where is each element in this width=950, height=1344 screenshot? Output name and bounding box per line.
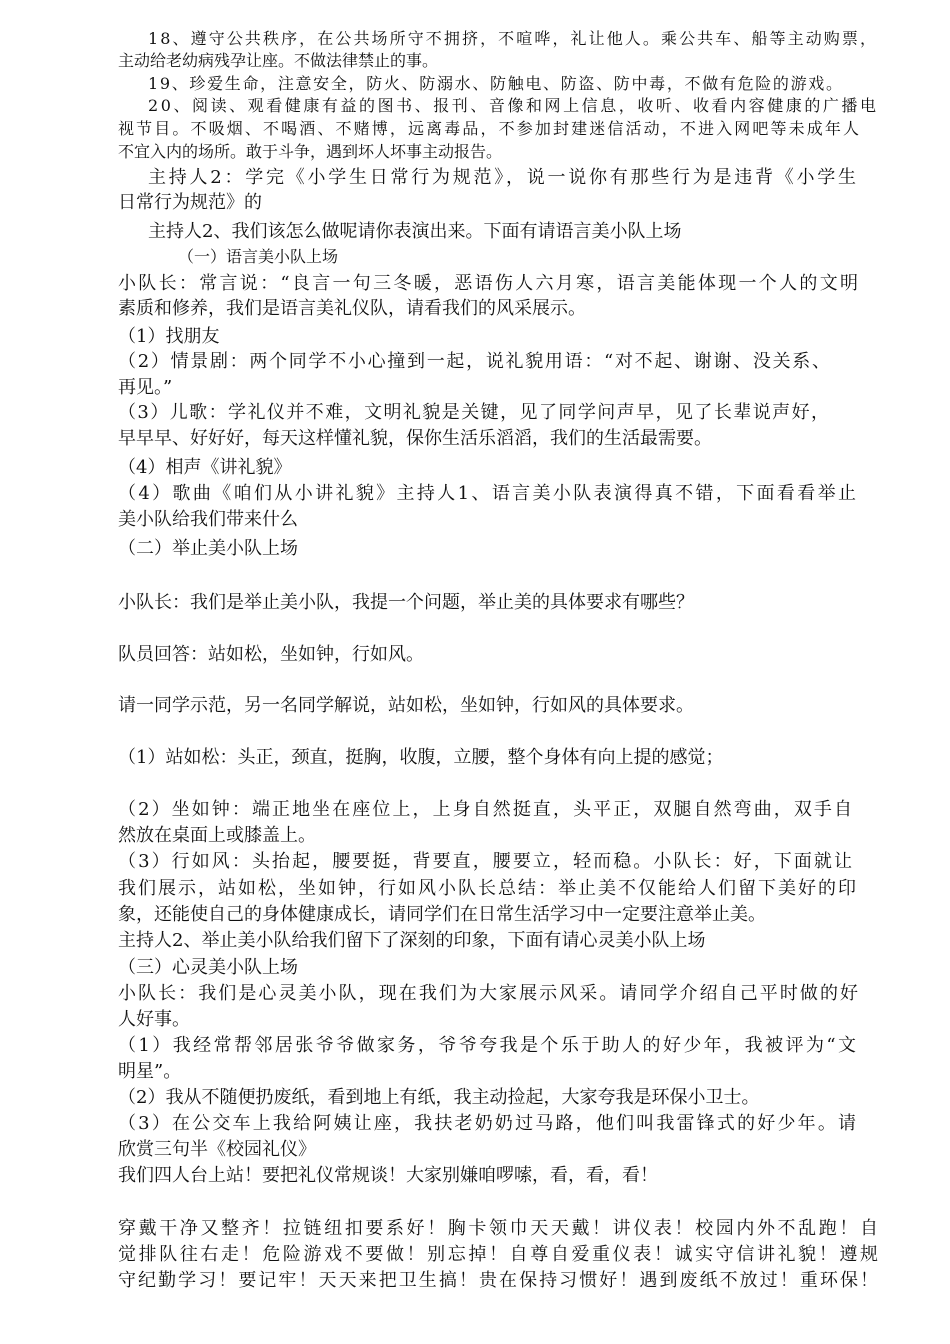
- text-line: 素质和修养，我们是语言美礼仪队，请看我们的风采展示。: [118, 298, 586, 319]
- text-line: 然放在桌面上或膝盖上。: [118, 825, 316, 846]
- text-line: （1）站如松：头正，颈直，挺胸，收腹，立腰，整个身体有向上提的感觉；: [118, 747, 724, 768]
- text-line: 不宜入内的场所。敢于斗争，遇到坏人坏事主动报告。: [118, 142, 503, 161]
- text-line: 主持人2、我们该怎么做呢请你表演出来。下面有请语言美小队上场: [148, 221, 682, 242]
- text-line: 早早早、好好好，每天这样懂礼貌，保你生活乐滔滔，我们的生活最需要。: [118, 428, 712, 449]
- text-line: 主持人2、举止美小队给我们留下了深刻的印象，下面有请心灵美小队上场: [118, 930, 706, 951]
- text-line: 日常行为规范》的: [118, 192, 262, 213]
- text-line: 美小队给我们带来什么: [118, 509, 298, 530]
- text-line: （1）找朋友: [118, 326, 220, 347]
- text-line: 我们四人台上站！要把礼仪常规谈！大家别嫌咱啰嗦，看，看，看！: [118, 1165, 658, 1186]
- text-line: （1）我经常帮邻居张爷爷做家务，爷爷夸我是个乐于助人的好少年，我被评为“文: [118, 1035, 859, 1056]
- text-line: （3）儿歌：学礼仪并不难，文明礼貌是关键，见了同学问声早，见了长辈说声好，: [118, 402, 831, 423]
- text-line: 主动给老幼病残孕让座。不做法律禁止的事。: [118, 51, 439, 70]
- text-line: （3）行如风：头抬起，腰要挺，背要直，腰要立，轻而稳。小队长：好，下面就让: [118, 851, 855, 872]
- text-line: （4）歌曲《咱们从小讲礼貌》主持人1、语言美小队表演得真不错，下面看看举止: [118, 483, 859, 504]
- text-line: （4）相声《讲礼貌》: [118, 457, 292, 478]
- text-line: 我们展示，站如松，坐如钟，行如风小队长总结：举止美不仅能给人们留下美好的印: [118, 878, 858, 899]
- text-line: 请一同学示范，另一名同学解说，站如松，坐如钟，行如风的具体要求。: [118, 695, 694, 716]
- text-line: 19、珍爱生命，注意安全，防火、防溺水、防触电、防盗、防中毒，不做有危险的游戏。: [148, 74, 844, 93]
- text-line: （2）坐如钟：端正地坐在座位上，上身自然挺直，头平正，双腿自然弯曲，双手自: [118, 799, 855, 820]
- text-line: （二）举止美小队上场: [118, 538, 298, 559]
- text-line: （2）我从不随便扔废纸，看到地上有纸，我主动捡起，大家夸我是环保小卫士。: [118, 1087, 760, 1108]
- text-line: 队员回答：站如松，坐如钟，行如风。: [118, 644, 424, 665]
- text-line: 20、阅读、观看健康有益的图书、报刊、音像和网上信息，收听、收看内容健康的广播电: [148, 96, 879, 115]
- text-line: 小队长：我们是心灵美小队，现在我们为大家展示风采。请同学介绍自己平时做的好: [118, 983, 861, 1004]
- text-line: （2）情景剧：两个同学不小心撞到一起，说礼貌用语：“对不起、谢谢、没关系、: [118, 351, 832, 372]
- text-line: 再见。”: [118, 377, 173, 398]
- text-line: 视节目。不吸烟、不喝酒、不赌博，远离毒品，不参加封建迷信活动，不进入网吧等未成年人: [118, 119, 862, 138]
- text-line: 明星”。: [118, 1061, 182, 1082]
- text-line: 觉排队往右走！危险游戏不要做！别忘掉！自尊自爱重仪表！诚实守信讲礼貌！遵规: [118, 1244, 881, 1265]
- text-line: （3）在公交车上我给阿姨让座，我扶老奶奶过马路，他们叫我雷锋式的好少年。请: [118, 1113, 859, 1134]
- text-line: 小队长：常言说：“良言一句三冬暖，恶语伤人六月寒，语言美能体现一个人的文明: [118, 273, 861, 294]
- text-line: 守纪勤学习！要记牢！天天来把卫生搞！贵在保持习惯好！遇到废纸不放过！重环保！: [118, 1270, 881, 1291]
- text-line: 象，还能使自己的身体健康成长，请同学们在日常生活学习中一定要注意举止美。: [118, 904, 766, 925]
- text-line: 主持人2：学完《小学生日常行为规范》，说一说你有那些行为是违背《小学生: [148, 167, 859, 188]
- text-line: 小队长：我们是举止美小队，我提一个问题，举止美的具体要求有哪些？: [118, 592, 694, 613]
- text-line: 人好事。: [118, 1009, 190, 1030]
- text-line: （三）心灵美小队上场: [118, 957, 298, 978]
- text-line: 欣赏三句半《校园礼仪》: [118, 1139, 316, 1160]
- text-line: 18、遵守公共秩序，在公共场所守不拥挤，不喧哗，礼让他人。乘公共车、船等主动购票，: [148, 29, 879, 48]
- text-line: 穿戴干净又整齐！拉链纽扣要系好！胸卡领巾天天戴！讲仪表！校园内外不乱跑！自: [118, 1218, 881, 1239]
- text-line: （一）语言美小队上场: [178, 247, 339, 266]
